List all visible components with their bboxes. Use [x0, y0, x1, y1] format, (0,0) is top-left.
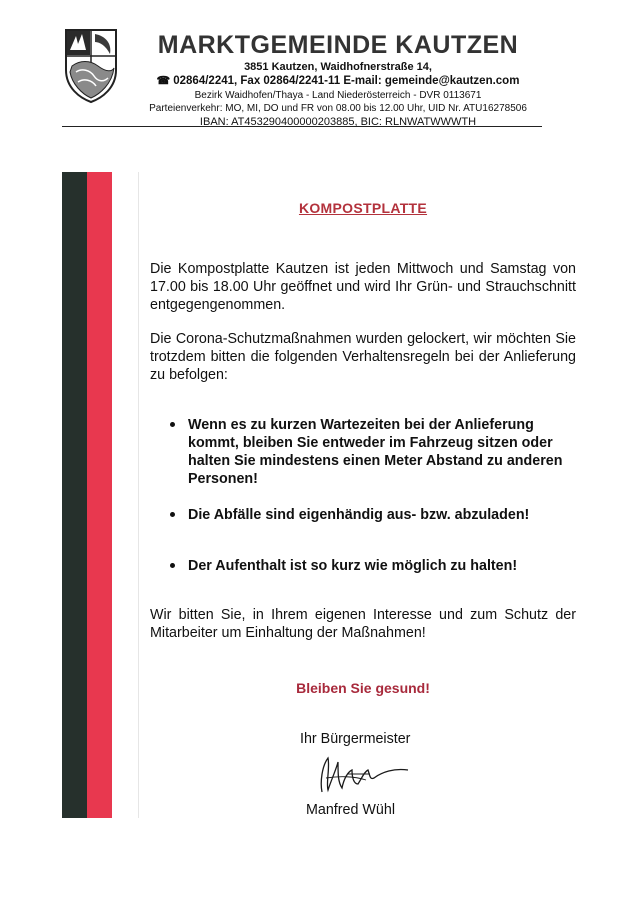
stripe-white [112, 172, 139, 818]
flag-stripes [62, 172, 138, 818]
handwritten-signature [308, 748, 418, 798]
office-hours-line: Parteienverkehr: MO, MI, DO und FR von 08.00 bis 12.00 Uhr, UID Nr. ATU16278506 [149, 103, 527, 114]
district-line: Bezirk Waidhofen/Thaya - Land Niederösterreich - DVR 0113671 [194, 90, 482, 101]
stripe-red [87, 172, 112, 818]
letterhead-divider [62, 126, 542, 127]
contact-line [128, 74, 548, 89]
signer-name: Manfred Wühl [306, 802, 395, 818]
stripe-black [62, 172, 87, 818]
rule-item-waiting: Wenn es zu kurzen Wartezeiten bei der Anlieferung kommt, bleiben Sie entweder im Fahrzeug sitzen oder halten Sie mindestens einen Meter Abstand zu anderen Personen! [168, 416, 588, 488]
phone-icon: ☎ [156, 75, 171, 87]
signature-title: Ihr Bürgermeister [300, 731, 411, 747]
closing-line: Bleiben Sie gesund! [296, 680, 430, 696]
bank-line: IBAN: AT453290400000203885, BIC: RLNWATWWWTH [199, 116, 477, 128]
contact-text: 02864/2241, Fax 02864/2241-11 E-mail: gemeinde@kautzen.com [173, 75, 520, 87]
document-heading: KOMPOSTPLATTE [298, 200, 428, 216]
municipality-name: MARKTGEMEINDE KAUTZEN [157, 31, 519, 59]
paragraph-opening-hours: Die Kompostplatte Kautzen ist jeden Mittwoch und Samstag von 17.00 bis 18.00 Uhr geöffnet und wird Ihr Grün- und Strauchschnitt entgegengenommen. [150, 261, 576, 313]
paragraph-request: Wir bitten Sie, in Ihrem eigenen Interesse und zum Schutz der Mitarbeiter um Einhaltung der Maßnahmen! [150, 607, 576, 641]
rule-item-unloading: Die Abfälle sind eigenhändig aus- bzw. abzuladen! [168, 506, 588, 524]
rule-item-short-stay: Der Aufenthalt ist so kurz wie möglich zu halten! [168, 557, 588, 575]
address-line: 3851 Kautzen, Waidhofnerstraße 14, [244, 61, 432, 73]
coat-of-arms-icon [62, 26, 120, 104]
paragraph-corona-notice: Die Corona-Schutzmaßnahmen wurden gelockert, wir möchten Sie trotzdem bitten die folgenden Verhaltensregeln bei der Anlieferung zu befolgen: [150, 331, 576, 383]
letterhead [128, 30, 548, 129]
